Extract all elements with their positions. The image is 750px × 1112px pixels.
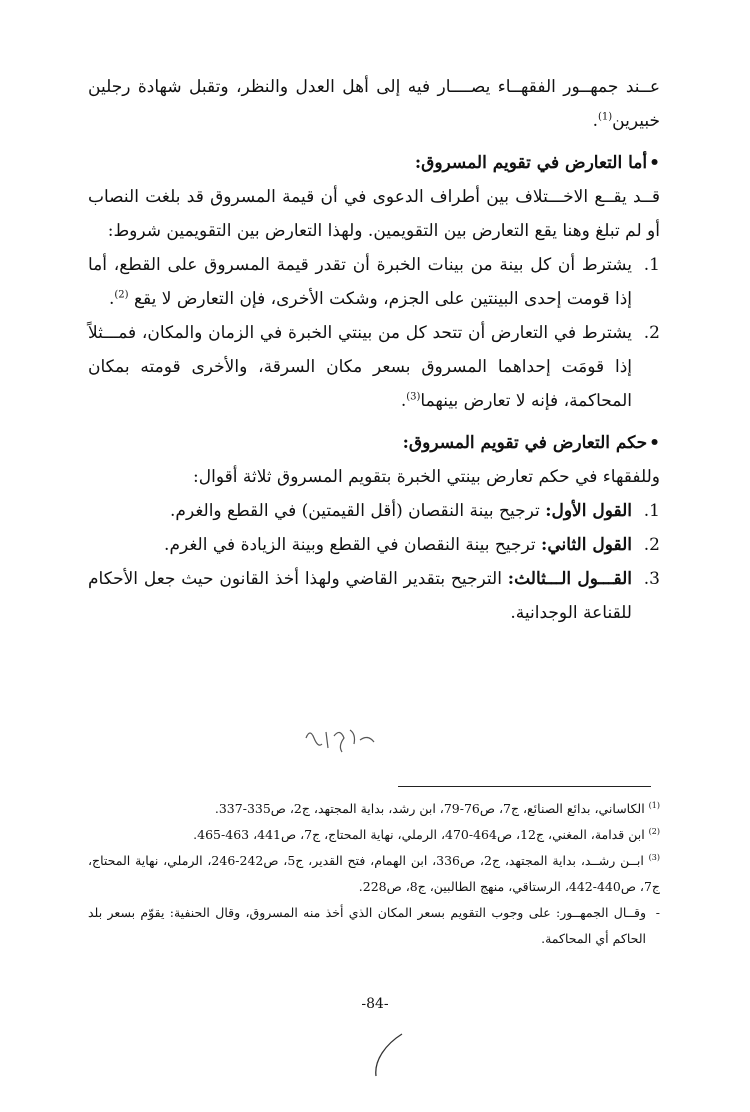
footnote-2: $^{(2)}$ ابن قدامة، المغني، ج12، ص464-470، الرملي، نهاية المحتاج، ج7، ص441، 463-465.: [193, 826, 660, 842]
conditions-list: [88, 248, 660, 418]
list-item: 2. القول الثاني: ترجيح بينة النقصان في القطع وبينة الزيادة في الغرم.: [164, 535, 660, 555]
footnote-3: $^{(3)}$ ابــن رشــد، بداية المجتهد، ج2، ص336، ابن الهمام، فتح القدير، ج5، ص242-246، الرملي، نهاية المحتاج، ج7، ص440-442، الرستاقي، منهج الطالبين، ج8، ص228.: [88, 852, 661, 894]
list-item: 1. يشترط أن كل بينة من بينات الخبرة أن تقدر قيمة المسروق على القطع، أما إذا قومت إحدى البينتين على الجزم، وشكت الأخرى، فإن التعارض لا يقع $^{(2)}$.: [88, 255, 660, 309]
pen-stroke-icon: [368, 1030, 408, 1080]
footnote-extra: - وقــال الجمهــور: على وجوب التقويم بسعر المكان الذي أخذ منه المسروق، وقال الحنفية: يقوّم بسعر بلد الحاكم أي المحاكمة.: [88, 905, 660, 946]
valuation-conflict-paragraph: قــد يقــع الاخـــتلاف بين أطراف الدعوى في أن قيمة المسروق قد بلغت النصاب أو لم تبلغ وهنا يقع التعارض بين التقويمين. ولهذا التعارض بين التقويمين شروط:: [88, 187, 660, 241]
list-item: 3. القـــول الـــثالث: الترجيح بتقدير القاضي ولهذا أخذ القانون حيث جعل الأحكام للقناعة الوجدانية.: [88, 569, 660, 623]
list-item: 1. القول الأول: ترجيح بينة النقصان (أقل القيمتين) في القطع والغرم.: [170, 501, 660, 521]
opinions-list: [88, 494, 660, 630]
page-number: -84-: [361, 996, 389, 1012]
footnote-1: $^{(1)}$ الكاساني، بدائع الصنائع، ج7، ص76-79، ابن رشد، بداية المجتهد، ج2، ص335-337.: [214, 800, 660, 816]
footnote-ref-3: (3): [406, 391, 421, 403]
footnote-ref-2: (2): [114, 289, 129, 301]
list-item: 2. يشترط في التعارض أن تتحد كل من بينتي الخبرة في الزمان والمكان، فمـــثلاً إذا قومَت إحداهما المسروق بسعر مكان السرقة، والأخرى قومته بمكان المحاكمة، فإنه لا تعارض بينهما$^{(3)}$.: [88, 323, 660, 411]
handwritten-mark-icon: [300, 718, 380, 758]
footnote-separator: [398, 786, 651, 787]
ruling-intro: وللفقهاء في حكم تعارض بينتي الخبرة بتقويم المسروق ثلاثة أقوال:: [193, 467, 660, 487]
intro-paragraph: عــند جمهــور الفقهــاء يصــــار فيه إلى أهل العدل والنظر، وتقبل شهادة رجلين خبيرين$^{(1)}$.: [88, 77, 660, 131]
footnotes: [88, 796, 660, 952]
page-body: [88, 70, 660, 630]
section-heading-ruling: •حكم التعارض في تقويم المسروق:: [402, 433, 660, 453]
footnote-ref-1: (1): [597, 111, 613, 123]
section-heading-valuation-conflict: •أما التعارض في تقويم المسروق:: [414, 153, 660, 173]
